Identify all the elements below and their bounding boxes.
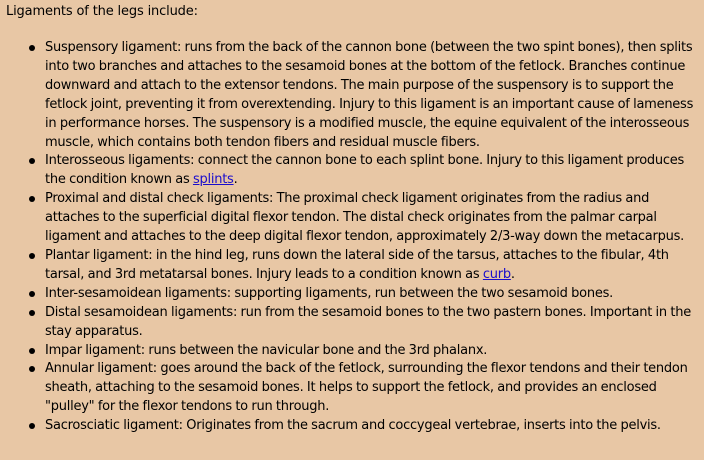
list-item-suspensory — [45, 39, 696, 152]
page-heading: Ligaments of the legs include: — [6, 4, 198, 19]
list-item-plantar — [45, 247, 696, 285]
bullet-icon — [29, 423, 35, 429]
list-item-text: Interosseous ligaments: connect the cannon bone to each splint bone. Injury to this ligament produces the condition known as — [45, 153, 685, 188]
list-item-distal-sesamoidean — [45, 304, 696, 342]
splints-link[interactable]: splints — [192, 172, 234, 188]
curb-link[interactable]: curb — [482, 266, 511, 282]
bullet-icon — [29, 291, 35, 297]
list-item-text: Annular ligament: goes around the back of the fetlock, surrounding the flexor tendons and their tendon sheath, attaching to the sesamoid bones. It helps to support the fetlock, and provides an enclosed "pulley" for the flexor tendons to run through. — [45, 361, 688, 415]
bullet-icon — [29, 45, 35, 51]
list-item-suffix: . — [510, 266, 515, 282]
bullet-icon — [29, 348, 35, 354]
bullet-icon — [29, 366, 35, 372]
bullet-icon — [29, 196, 35, 202]
bullet-icon — [29, 158, 35, 164]
list-item-inter-sesamoidean — [45, 285, 696, 304]
list-item-suffix: . — [233, 172, 238, 188]
list-item-interosseous — [45, 152, 696, 190]
list-item-text: Inter-sesamoidean ligaments: supporting ligaments, run between the two sesamoid bones. — [45, 285, 614, 301]
ligament-list — [6, 39, 696, 436]
list-item-text: Plantar ligament: in the hind leg, runs down the lateral side of the tarsus, attaches to the fibular, 4th tarsal, and 3rd metatarsal bones. Injury leads to a condition known as — [45, 247, 669, 282]
bullet-icon — [29, 310, 35, 316]
list-item-text: Distal sesamoidean ligaments: run from the sesamoid bones to the two pastern bones. Important in the stay apparatus. — [45, 304, 691, 339]
bullet-icon — [29, 253, 35, 259]
list-item-text: Suspensory ligament: runs from the back of the cannon bone (between the two spint bones), then splits into two branches and attaches to the sesamoid bones at the bottom of the fetlock. Branches continue downward and attach to the extensor tendons. The main purpose of the suspensory is to support the fetlock joint, preventing it from overextending. Injury to this ligament is an important cause of lameness in performance horses. The suspensory is a modified muscle, the equine equivalent of the interosseous muscle, which contains both tendon fibers and residual muscle fibers. — [45, 40, 694, 150]
list-item-text: Sacrosciatic ligament: Originates from the sacrum and coccygeal vertebrae, inserts into the pelvis. — [45, 418, 661, 434]
list-item-impar — [45, 342, 696, 361]
list-item-sacrosciatic — [45, 417, 696, 436]
list-item-annular — [45, 360, 696, 417]
list-item-check-ligaments — [45, 190, 696, 247]
list-item-text: Impar ligament: runs between the navicular bone and the 3rd phalanx. — [45, 342, 488, 358]
list-item-text: Proximal and distal check ligaments: The proximal check ligament originates from the radius and attaches to the superficial digital flexor tendon. The distal check originates from the palmar carpal ligament and attaches to the deep digital flexor tendon, approximately 2/3-way down the metacarpus. — [45, 191, 685, 245]
